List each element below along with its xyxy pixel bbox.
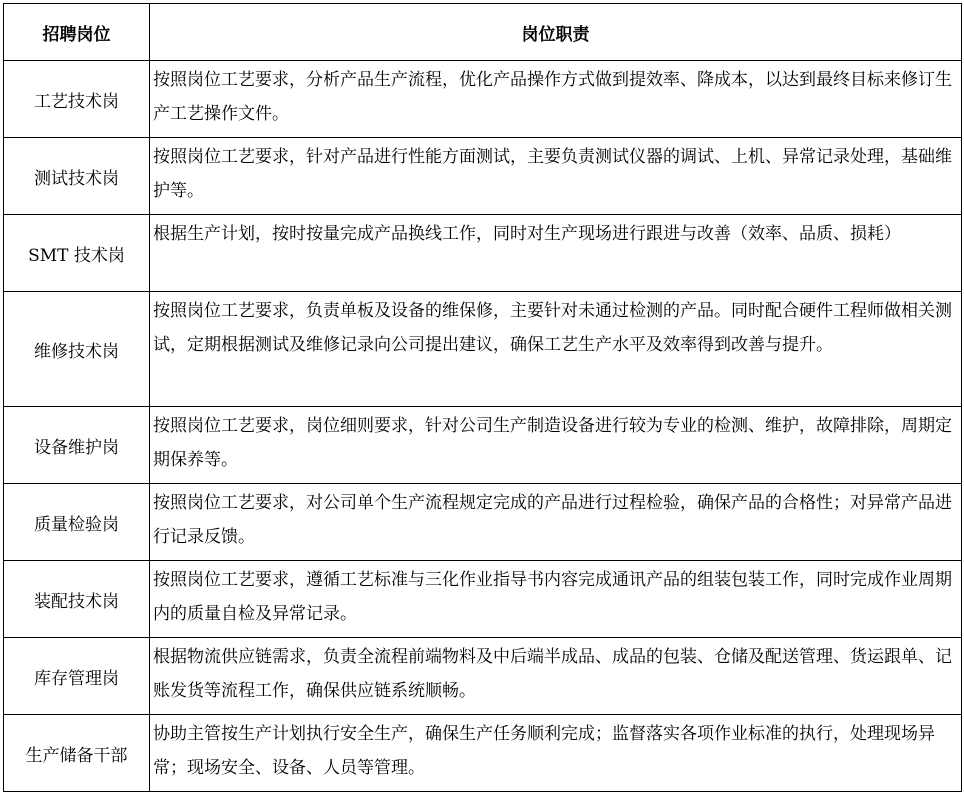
position-cell: 设备维护岗 [4, 407, 150, 484]
header-duty: 岗位职责 [150, 4, 962, 61]
duty-cell: 协助主管按生产计划执行安全生产，确保生产任务顺利完成；监督落实各项作业标准的执行，处理现场异常；现场安全、设备、人员等管理。 [150, 715, 962, 792]
duty-cell: 按照岗位工艺要求，岗位细则要求，针对公司生产制造设备进行较为专业的检测、维护，故障排除，周期定期保养等。 [150, 407, 962, 484]
table-row [4, 61, 962, 138]
position-cell: 质量检验岗 [4, 484, 150, 561]
table-row [4, 715, 962, 792]
table-row [4, 561, 962, 638]
position-cell: 库存管理岗 [4, 638, 150, 715]
table-row [4, 292, 962, 407]
position-cell: 生产储备干部 [4, 715, 150, 792]
table-row [4, 484, 962, 561]
duty-cell: 按照岗位工艺要求，对公司单个生产流程规定完成的产品进行过程检验，确保产品的合格性；对异常产品进行记录反馈。 [150, 484, 962, 561]
duty-cell: 按照岗位工艺要求，分析产品生产流程，优化产品操作方式做到提效率、降成本，以达到最终目标来修订生产工艺操作文件。 [150, 61, 962, 138]
position-cell: 工艺技术岗 [4, 61, 150, 138]
duty-cell: 按照岗位工艺要求，遵循工艺标准与三化作业指导书内容完成通讯产品的组装包装工作，同时完成作业周期内的质量自检及异常记录。 [150, 561, 962, 638]
recruitment-table [3, 3, 962, 792]
position-cell: 维修技术岗 [4, 292, 150, 407]
header-position: 招聘岗位 [4, 4, 150, 61]
position-cell: 装配技术岗 [4, 561, 150, 638]
duty-cell: 根据物流供应链需求，负责全流程前端物料及中后端半成品、成品的包装、仓储及配送管理、货运跟单、记账发货等流程工作，确保供应链系统顺畅。 [150, 638, 962, 715]
table-header-row [4, 4, 962, 61]
table-row [4, 638, 962, 715]
position-cell: SMT 技术岗 [4, 215, 150, 292]
table-row [4, 407, 962, 484]
table-row [4, 138, 962, 215]
position-cell: 测试技术岗 [4, 138, 150, 215]
table-row [4, 215, 962, 292]
duty-cell: 按照岗位工艺要求，针对产品进行性能方面测试，主要负责测试仪器的调试、上机、异常记录处理，基础维护等。 [150, 138, 962, 215]
duty-cell: 按照岗位工艺要求，负责单板及设备的维保修，主要针对未通过检测的产品。同时配合硬件工程师做相关测试，定期根据测试及维修记录向公司提出建议，确保工艺生产水平及效率得到改善与提升。 [150, 292, 962, 407]
duty-cell: 根据生产计划，按时按量完成产品换线工作，同时对生产现场进行跟进与改善（效率、品质、损耗） [150, 215, 962, 292]
